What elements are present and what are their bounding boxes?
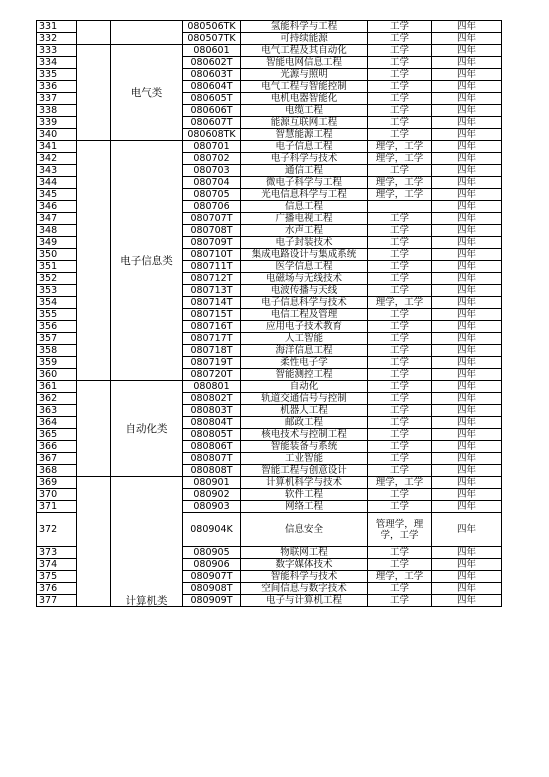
study-duration: 四年 xyxy=(432,501,502,513)
row-number: 367 xyxy=(37,453,77,465)
study-duration: 四年 xyxy=(432,417,502,429)
study-duration: 四年 xyxy=(432,571,502,583)
major-name: 电信工程及管理 xyxy=(241,309,368,321)
row-number: 338 xyxy=(37,105,77,117)
major-name: 医学信息工程 xyxy=(241,261,368,273)
degree-type: 工学 xyxy=(368,117,432,129)
major-name: 光源与照明 xyxy=(241,69,368,81)
row-number: 357 xyxy=(37,333,77,345)
degree-type: 工学 xyxy=(368,93,432,105)
major-name: 光电信息科学与工程 xyxy=(241,189,368,201)
major-code: 080906 xyxy=(183,559,241,571)
study-duration: 四年 xyxy=(432,465,502,477)
row-number: 365 xyxy=(37,429,77,441)
row-number: 353 xyxy=(37,285,77,297)
row-number: 373 xyxy=(37,547,77,559)
row-number: 349 xyxy=(37,237,77,249)
major-name: 电子科学与技术 xyxy=(241,153,368,165)
major-code: 080713T xyxy=(183,285,241,297)
degree-type: 工学 xyxy=(368,441,432,453)
major-code: 080808T xyxy=(183,465,241,477)
major-name: 电气工程及其自动化 xyxy=(241,45,368,57)
degree-type: 工学 xyxy=(368,429,432,441)
spacer-cell xyxy=(77,45,111,141)
row-number: 342 xyxy=(37,153,77,165)
major-code: 080601 xyxy=(183,45,241,57)
degree-type: 工学 xyxy=(368,81,432,93)
major-code: 080714T xyxy=(183,297,241,309)
degree-type: 工学 xyxy=(368,393,432,405)
row-number: 355 xyxy=(37,309,77,321)
degree-type: 理学，工学 xyxy=(368,571,432,583)
row-number: 350 xyxy=(37,249,77,261)
category-cell: 自动化类 xyxy=(111,381,183,477)
row-number: 331 xyxy=(37,21,77,33)
study-duration: 四年 xyxy=(432,381,502,393)
major-code: 080604T xyxy=(183,81,241,93)
degree-type: 工学 xyxy=(368,237,432,249)
degree-type: 理学，工学 xyxy=(368,177,432,189)
major-code: 080805T xyxy=(183,429,241,441)
major-name: 轨道交通信号与控制 xyxy=(241,393,368,405)
major-name: 智能科学与技术 xyxy=(241,571,368,583)
study-duration: 四年 xyxy=(432,105,502,117)
major-name: 工业智能 xyxy=(241,453,368,465)
study-duration: 四年 xyxy=(432,595,502,607)
major-name: 物联网工程 xyxy=(241,547,368,559)
study-duration: 四年 xyxy=(432,153,502,165)
row-number: 340 xyxy=(37,129,77,141)
study-duration: 四年 xyxy=(432,189,502,201)
spacer-cell xyxy=(77,21,111,45)
degree-type: 工学 xyxy=(368,33,432,45)
major-code: 080802T xyxy=(183,393,241,405)
major-code: 080711T xyxy=(183,261,241,273)
degree-type: 工学 xyxy=(368,559,432,571)
study-duration: 四年 xyxy=(432,33,502,45)
category-cell xyxy=(111,21,183,45)
degree-type: 工学 xyxy=(368,69,432,81)
major-code: 080803T xyxy=(183,405,241,417)
major-code: 080710T xyxy=(183,249,241,261)
major-code: 080707T xyxy=(183,213,241,225)
table-row xyxy=(37,477,502,489)
row-number: 360 xyxy=(37,369,77,381)
major-name: 计算机科学与技术 xyxy=(241,477,368,489)
degree-type: 工学 xyxy=(368,309,432,321)
major-catalog-table xyxy=(36,20,502,607)
major-name: 邮政工程 xyxy=(241,417,368,429)
major-code: 080708T xyxy=(183,225,241,237)
major-name: 柔性电子学 xyxy=(241,357,368,369)
degree-type: 工学 xyxy=(368,249,432,261)
row-number: 346 xyxy=(37,201,77,213)
row-number: 369 xyxy=(37,477,77,489)
study-duration: 四年 xyxy=(432,117,502,129)
major-name: 海洋信息工程 xyxy=(241,345,368,357)
study-duration: 四年 xyxy=(432,285,502,297)
study-duration: 四年 xyxy=(432,69,502,81)
row-number: 362 xyxy=(37,393,77,405)
major-code: 080902 xyxy=(183,489,241,501)
major-name: 电机电器智能化 xyxy=(241,93,368,105)
study-duration: 四年 xyxy=(432,333,502,345)
degree-type: 工学 xyxy=(368,333,432,345)
major-name: 自动化 xyxy=(241,381,368,393)
study-duration: 四年 xyxy=(432,441,502,453)
major-code: 080719T xyxy=(183,357,241,369)
study-duration: 四年 xyxy=(432,93,502,105)
major-name: 人工智能 xyxy=(241,333,368,345)
row-number: 351 xyxy=(37,261,77,273)
spacer-cell xyxy=(77,141,111,381)
study-duration: 四年 xyxy=(432,261,502,273)
study-duration: 四年 xyxy=(432,213,502,225)
study-duration: 四年 xyxy=(432,559,502,571)
row-number: 332 xyxy=(37,33,77,45)
study-duration: 四年 xyxy=(432,321,502,333)
study-duration: 四年 xyxy=(432,273,502,285)
row-number: 375 xyxy=(37,571,77,583)
major-code: 080608TK xyxy=(183,129,241,141)
degree-type: 工学 xyxy=(368,465,432,477)
degree-type: 工学 xyxy=(368,489,432,501)
degree-type: 工学 xyxy=(368,57,432,69)
major-name: 电磁场与无线技术 xyxy=(241,273,368,285)
row-number: 339 xyxy=(37,117,77,129)
row-number: 341 xyxy=(37,141,77,153)
row-number: 377 xyxy=(37,595,77,607)
major-code: 080701 xyxy=(183,141,241,153)
degree-type: 工学 xyxy=(368,595,432,607)
degree-type: 理学，工学 xyxy=(368,141,432,153)
row-number: 345 xyxy=(37,189,77,201)
degree-type: 工学 xyxy=(368,261,432,273)
degree-type: 工学 xyxy=(368,357,432,369)
major-code: 080602T xyxy=(183,57,241,69)
category-cell: 电子信息类 xyxy=(111,141,183,381)
major-code: 080706 xyxy=(183,201,241,213)
study-duration: 四年 xyxy=(432,21,502,33)
major-name: 机器人工程 xyxy=(241,405,368,417)
degree-type: 工学 xyxy=(368,285,432,297)
major-name: 广播电视工程 xyxy=(241,213,368,225)
table-row xyxy=(37,141,502,153)
row-number: 374 xyxy=(37,559,77,571)
major-code: 080901 xyxy=(183,477,241,489)
major-code: 080704 xyxy=(183,177,241,189)
degree-type: 工学 xyxy=(368,213,432,225)
row-number: 337 xyxy=(37,93,77,105)
major-name: 氢能科学与工程 xyxy=(241,21,368,33)
degree-type: 工学 xyxy=(368,273,432,285)
major-code: 080908T xyxy=(183,583,241,595)
major-name: 智慧能源工程 xyxy=(241,129,368,141)
major-name: 集成电路设计与集成系统 xyxy=(241,249,368,261)
row-number: 354 xyxy=(37,297,77,309)
degree-type: 管理学，理学，工学 xyxy=(368,513,432,547)
degree-type: 工学 xyxy=(368,417,432,429)
major-name: 核电技术与控制工程 xyxy=(241,429,368,441)
major-name: 空间信息与数字技术 xyxy=(241,583,368,595)
study-duration: 四年 xyxy=(432,165,502,177)
study-duration: 四年 xyxy=(432,583,502,595)
major-code: 080606T xyxy=(183,105,241,117)
study-duration: 四年 xyxy=(432,547,502,559)
major-code: 080506TK xyxy=(183,21,241,33)
major-code: 080720T xyxy=(183,369,241,381)
study-duration: 四年 xyxy=(432,309,502,321)
degree-type: 理学，工学 xyxy=(368,189,432,201)
study-duration: 四年 xyxy=(432,225,502,237)
major-name: 信息工程 xyxy=(241,201,368,213)
study-duration: 四年 xyxy=(432,393,502,405)
row-number: 364 xyxy=(37,417,77,429)
major-code: 080603T xyxy=(183,69,241,81)
study-duration: 四年 xyxy=(432,429,502,441)
degree-type: 理学，工学 xyxy=(368,153,432,165)
degree-type: 工学 xyxy=(368,381,432,393)
table-row xyxy=(37,381,502,393)
major-name: 智能电网信息工程 xyxy=(241,57,368,69)
study-duration: 四年 xyxy=(432,357,502,369)
major-name: 电子信息工程 xyxy=(241,141,368,153)
study-duration: 四年 xyxy=(432,177,502,189)
major-code: 080718T xyxy=(183,345,241,357)
major-code: 080909T xyxy=(183,595,241,607)
degree-type: 工学 xyxy=(368,369,432,381)
major-name: 水声工程 xyxy=(241,225,368,237)
degree-type: 理学，工学 xyxy=(368,297,432,309)
spacer-cell xyxy=(77,477,111,607)
major-code: 080907T xyxy=(183,571,241,583)
major-code: 080703 xyxy=(183,165,241,177)
degree-type: 工学 xyxy=(368,225,432,237)
study-duration: 四年 xyxy=(432,477,502,489)
major-name: 网络工程 xyxy=(241,501,368,513)
major-name: 智能工程与创意设计 xyxy=(241,465,368,477)
row-number: 352 xyxy=(37,273,77,285)
row-number: 347 xyxy=(37,213,77,225)
row-number: 335 xyxy=(37,69,77,81)
degree-type: 工学 xyxy=(368,547,432,559)
row-number: 343 xyxy=(37,165,77,177)
row-number: 376 xyxy=(37,583,77,595)
study-duration: 四年 xyxy=(432,237,502,249)
study-duration: 四年 xyxy=(432,369,502,381)
major-code: 080905 xyxy=(183,547,241,559)
row-number: 336 xyxy=(37,81,77,93)
category-cell: 电气类 xyxy=(111,45,183,141)
major-code: 080715T xyxy=(183,309,241,321)
study-duration: 四年 xyxy=(432,453,502,465)
study-duration: 四年 xyxy=(432,345,502,357)
major-name: 信息安全 xyxy=(241,513,368,547)
study-duration: 四年 xyxy=(432,201,502,213)
degree-type: 工学 xyxy=(368,345,432,357)
major-code: 080705 xyxy=(183,189,241,201)
spacer-cell xyxy=(77,381,111,477)
study-duration: 四年 xyxy=(432,405,502,417)
major-code: 080607T xyxy=(183,117,241,129)
major-name: 电缆工程 xyxy=(241,105,368,117)
row-number: 334 xyxy=(37,57,77,69)
degree-type: 工学 xyxy=(368,129,432,141)
table-row xyxy=(37,21,502,33)
table-row xyxy=(37,45,502,57)
row-number: 371 xyxy=(37,501,77,513)
study-duration: 四年 xyxy=(432,129,502,141)
row-number: 370 xyxy=(37,489,77,501)
study-duration: 四年 xyxy=(432,249,502,261)
study-duration: 四年 xyxy=(432,45,502,57)
major-name: 微电子科学与工程 xyxy=(241,177,368,189)
major-code: 080507TK xyxy=(183,33,241,45)
degree-type: 工学 xyxy=(368,501,432,513)
row-number: 348 xyxy=(37,225,77,237)
degree-type: 工学 xyxy=(368,105,432,117)
major-name: 电波传播与天线 xyxy=(241,285,368,297)
study-duration: 四年 xyxy=(432,513,502,547)
row-number: 372 xyxy=(37,513,77,547)
major-code: 080712T xyxy=(183,273,241,285)
study-duration: 四年 xyxy=(432,489,502,501)
major-code: 080903 xyxy=(183,501,241,513)
degree-type: 工学 xyxy=(368,45,432,57)
study-duration: 四年 xyxy=(432,57,502,69)
major-code: 080717T xyxy=(183,333,241,345)
major-code: 080605T xyxy=(183,93,241,105)
major-name: 可持续能源 xyxy=(241,33,368,45)
row-number: 366 xyxy=(37,441,77,453)
row-number: 359 xyxy=(37,357,77,369)
major-name: 应用电子技术教育 xyxy=(241,321,368,333)
major-name: 通信工程 xyxy=(241,165,368,177)
row-number: 333 xyxy=(37,45,77,57)
category-cell: 计算机类 xyxy=(111,477,183,607)
degree-type: 工学 xyxy=(368,453,432,465)
major-code: 080709T xyxy=(183,237,241,249)
degree-type: 工学 xyxy=(368,21,432,33)
major-name: 电子信息科学与技术 xyxy=(241,297,368,309)
major-name: 电子封装技术 xyxy=(241,237,368,249)
major-name: 电子与计算机工程 xyxy=(241,595,368,607)
major-name: 软件工程 xyxy=(241,489,368,501)
row-number: 358 xyxy=(37,345,77,357)
degree-type: 工学 xyxy=(368,583,432,595)
degree-type: 理学，工学 xyxy=(368,477,432,489)
major-code: 080716T xyxy=(183,321,241,333)
major-code: 080807T xyxy=(183,453,241,465)
major-name: 智能测控工程 xyxy=(241,369,368,381)
major-code: 080702 xyxy=(183,153,241,165)
row-number: 361 xyxy=(37,381,77,393)
study-duration: 四年 xyxy=(432,81,502,93)
row-number: 344 xyxy=(37,177,77,189)
study-duration: 四年 xyxy=(432,297,502,309)
major-name: 数字媒体技术 xyxy=(241,559,368,571)
degree-type: 工学 xyxy=(368,321,432,333)
major-code: 080801 xyxy=(183,381,241,393)
degree-type xyxy=(368,201,432,213)
major-code: 080806T xyxy=(183,441,241,453)
major-name: 电气工程与智能控制 xyxy=(241,81,368,93)
major-name: 智能装备与系统 xyxy=(241,441,368,453)
row-number: 368 xyxy=(37,465,77,477)
degree-type: 工学 xyxy=(368,405,432,417)
major-code: 080804T xyxy=(183,417,241,429)
major-name: 能源互联网工程 xyxy=(241,117,368,129)
row-number: 356 xyxy=(37,321,77,333)
row-number: 363 xyxy=(37,405,77,417)
major-code: 080904K xyxy=(183,513,241,547)
degree-type: 工学 xyxy=(368,165,432,177)
study-duration: 四年 xyxy=(432,141,502,153)
